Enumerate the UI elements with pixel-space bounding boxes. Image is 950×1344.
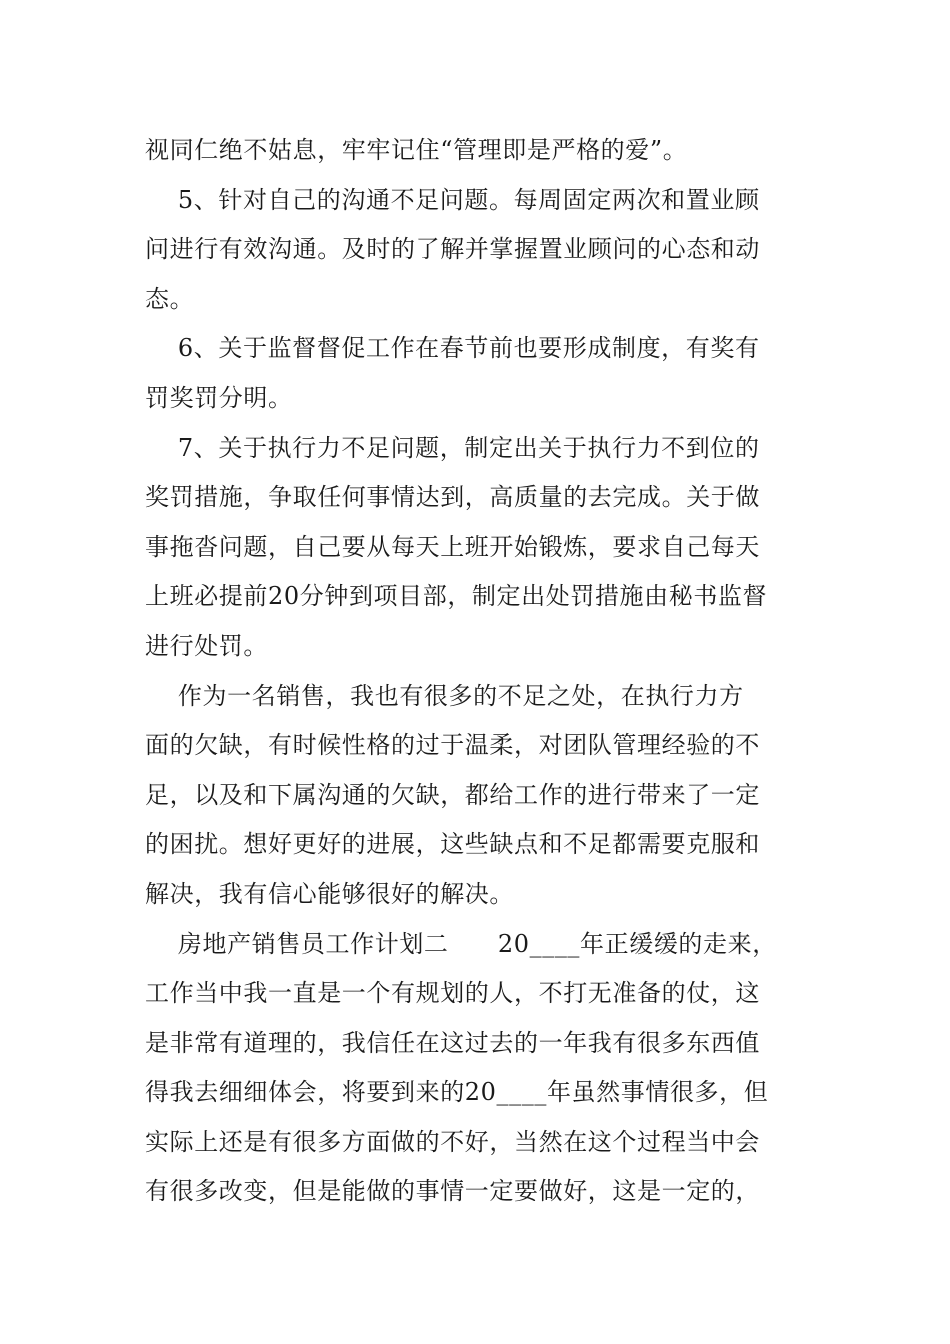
text-line: 问进行有效沟通。及时的了解并掌握置业顾问的心态和动 [145, 235, 760, 264]
paragraph-summary [145, 672, 835, 920]
text-line: 视同仁绝不姑息，牢牢记住“管理即是严格的爱”。 [145, 136, 688, 164]
text-line: 6、关于监督督促工作在春节前也要形成制度，有奖有 [145, 334, 760, 363]
paragraph-item-6 [145, 324, 835, 423]
text-line: 罚奖罚分明。 [145, 383, 293, 412]
text-line: 工作当中我一直是一个有规划的人，不打无准备的仗，这 [145, 979, 760, 1008]
paragraph-item-7 [145, 424, 835, 672]
paragraph-plan-two [145, 920, 835, 1218]
text-line: 得我去细细体会，将要到来的20____年虽然事情很多，但 [145, 1078, 769, 1107]
text-line: 解决，我有信心能够很好的解决。 [145, 879, 514, 908]
text-line: 事拖沓问题，自己要从每天上班开始锻炼，要求自己每天 [145, 532, 760, 561]
text-line: 实际上还是有很多方面做的不好，当然在这个过程当中会 [145, 1127, 760, 1156]
text-line: 作为一名销售，我也有很多的不足之处，在执行力方 [145, 681, 744, 710]
text-line: 7、关于执行力不足问题，制定出关于执行力不到位的 [145, 433, 760, 462]
text-line: 有很多改变，但是能做的事情一定要做好，这是一定的， [145, 1177, 760, 1206]
text-line: 5、针对自己的沟通不足问题。每周固定两次和置业顾 [145, 185, 760, 214]
text-line: 是非常有道理的，我信任在这过去的一年我有很多东西值 [145, 1028, 760, 1057]
text-line: 上班必提前20分钟到项目部，制定出处罚措施由秘书监督 [145, 582, 768, 611]
paragraph-item-5 [145, 176, 835, 325]
text-line: 进行处罚。 [145, 631, 268, 660]
text-line: 足，以及和下属沟通的欠缺，都给工作的进行带来了一定 [145, 780, 760, 809]
text-line: 房地产销售员工作计划二 20____年正缓缓的走来， [145, 929, 777, 958]
text-line: 态。 [145, 284, 195, 313]
text-line: 的困扰。想好更好的进展，这些缺点和不足都需要克服和 [145, 830, 760, 859]
document-body [145, 126, 835, 1217]
paragraph-1 [145, 126, 835, 176]
text-line: 奖罚措施，争取任何事情达到，高质量的去完成。关于做 [145, 483, 760, 512]
text-line: 面的欠缺，有时候性格的过于温柔，对团队管理经验的不 [145, 731, 760, 760]
